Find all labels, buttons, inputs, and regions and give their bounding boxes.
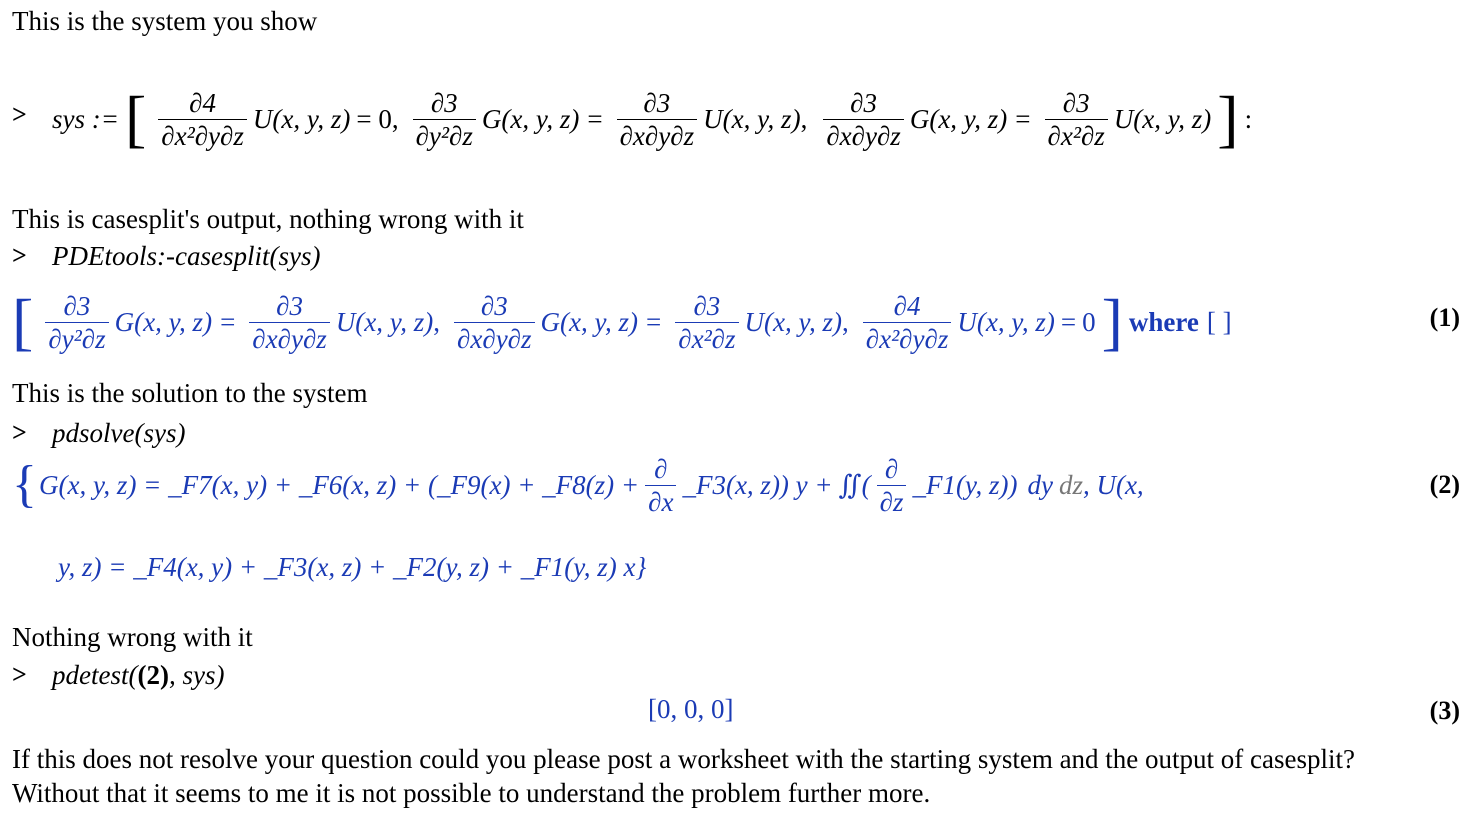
term-G: G(x, y, z) [114,306,213,337]
left-bracket: [ [12,286,34,357]
fraction-d-dx: $\frac{\partial}{\partial x}$ [645,454,676,517]
sys-input-line[interactable] [52,74,1252,164]
pdetest-output: [0, 0, 0] [648,694,734,724]
comma: , [800,103,808,134]
equation-label-1: (1) [1429,303,1460,332]
comment-text-2: This is casesplit's output, nothing wrong with it [12,204,524,234]
comment-text-4: Nothing wrong with it [12,622,253,652]
fraction-d4-x2yz: $\frac{\partial 4}{\text{∂x²∂y∂z}}$ [863,291,952,354]
where-keyword: where [1128,306,1199,337]
term-U: U(x, y, z) [335,306,434,337]
right-bracket: ] [1101,286,1123,357]
left-bracket: [ [124,83,147,154]
input-prompt-1[interactable]: > [12,100,27,129]
term-U: U(x, y, z) [703,103,801,134]
eq-zero: = 0, [356,103,399,134]
pdsolve-output-line-1: { G(x, y, z) = _F7(x, y) + _F6(x, z) + (_F9(x) + _F8(z) + $\frac{\partial}{\partial x}$ _F3(x, z)) y + ∬( $\frac{\partial}{\partial z}$ _F1(y, z)) dy dz , U(x, [12,453,1144,517]
colon: : [1244,103,1253,134]
eq-sign: = [587,103,603,134]
eq-sign: = [1060,306,1077,337]
pdsolve-input[interactable]: pdsolve(sys) [52,418,186,448]
sys-assign: sys := [52,103,119,134]
fraction-d3-xyz: $\frac{\partial 3}{\partial x\partial y\partial z}$ [823,88,904,151]
comma: , [433,306,441,337]
comment-text-1: This is the system you show [12,6,318,36]
comment-text-5: If this does not resolve your question could you please post a worksheet with the starting system and the output of casesplit? Without that it seems to me it is not possible to understand the problem further more. [12,744,1355,808]
input-prompt-4[interactable]: > [12,660,27,689]
pdsolve-output-line-2: y, z) = _F4(x, y) + _F3(x, z) + _F2(y, z) + _F1(y, z) x} [58,552,647,582]
fraction-d3-y2z: $\frac{\partial 3}{\text{∂y²∂z}}$ [45,291,108,354]
equation-reference[interactable]: (2) [137,660,169,690]
term-U: U(x, y, z) [1113,103,1212,134]
term-G: G(x, y, z) [540,306,639,337]
fraction-d3-xyz: $\frac{\partial 3}{\partial x\partial y\partial z}$ [249,291,330,354]
equation-label-2: (2) [1429,470,1460,499]
eq-sign: = [1015,103,1031,134]
casesplit-output: [ $\frac{\partial 3}{\text{∂y²∂z}}$ G(x, y, z) = $\frac{\partial 3}{\partial x\partial y\partial z}$ U(x, y, z) , $\frac{\partial 3}{\partial x\partial y\partial z}$ G(x, y, z) = $\frac{\partial 3}{\text{∂x²∂z}}$ U(x, y, z) , $\frac{\partial 4}{\text{∂x²∂y∂z}}$ U(x, y, z) = 0 ] where [ ] [12,286,1232,357]
term-G: G(x, y, z) [481,103,580,134]
pdetest-input[interactable]: pdetest((2), sys) [52,660,225,690]
term-U: U(x, y, z) [957,306,1055,337]
eq-sign: = [646,306,662,337]
input-prompt-3[interactable]: > [12,418,27,447]
fraction-d3-x2z: $\frac{\partial 3}{\text{∂x²∂z}}$ [1045,88,1108,151]
empty-list: [ ] [1206,306,1232,337]
comment-text-3: This is the solution to the system [12,378,368,408]
fraction-d3-x2z: $\frac{\partial 3}{\text{∂x²∂z}}$ [675,291,738,354]
term-G: G(x, y, z) [909,103,1008,134]
input-prompt-2[interactable]: > [12,241,27,270]
fraction-d4-x2yz: $\frac{\partial 4}{\text{∂x²∂y∂z}}$ [158,88,247,151]
fraction-d-dz: $\frac{\partial}{\partial z}$ [877,454,907,517]
right-bracket: ] [1217,83,1239,154]
fraction-d3-xyz: $\frac{\partial 3}{\partial x\partial y\partial z}$ [617,88,698,151]
eq-sign: = [220,306,236,337]
term-U: U(x, y, z) [744,306,842,337]
double-integral: ∬( [838,469,871,500]
term-U: U(x, y, z) [252,103,351,134]
comma: , [842,306,849,337]
casesplit-input[interactable]: PDEtools:-casesplit(sys) [52,241,321,271]
fraction-d3-xyz: $\frac{\partial 3}{\partial x\partial y\partial z}$ [454,291,535,354]
equation-label-3: (3) [1429,696,1460,725]
fraction-d3-y2z: $\frac{\partial 3}{\text{∂y²∂z}}$ [413,88,476,151]
